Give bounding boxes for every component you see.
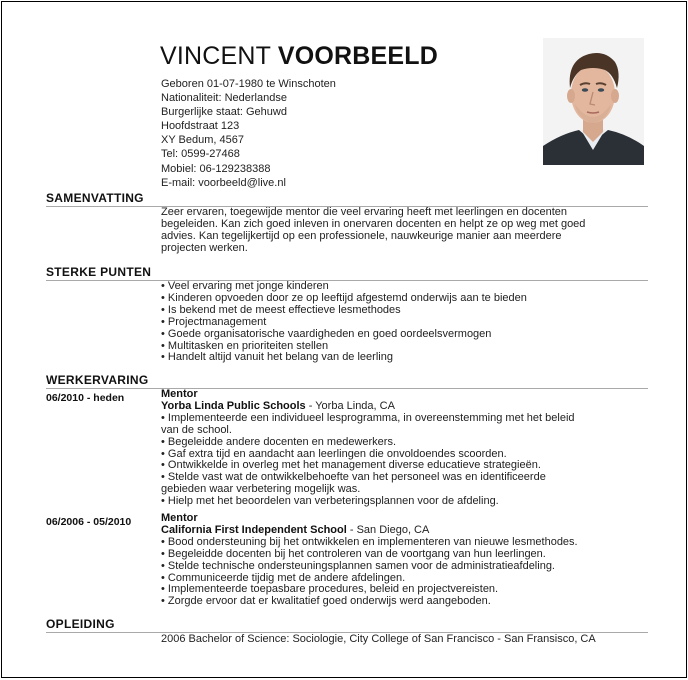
job-duty: • Begeleidde andere docenten en medewerkers.: [161, 435, 397, 448]
job-duty: • Implementeerde een individueel lesprogramma, in overeenstemming met het beleid: [161, 411, 575, 424]
job-duty: • Stelde vast wat de ontwikkelbehoefte van het personeel was en identificeerde: [161, 471, 546, 484]
education-heading: OPLEIDING: [46, 617, 115, 631]
summary-text: [161, 207, 641, 255]
list-item: • Projectmanagement: [161, 315, 267, 328]
education-entry: 2006 Bachelor of Science: Sociologie, City College of San Francisco - San Fransisco, CA: [161, 633, 596, 645]
phone: Tel: 0599-27468: [161, 148, 240, 161]
summary-line: Zeer ervaren, toegewijde mentor die veel ervaring heeft met leerlingen en docenten: [161, 206, 568, 218]
company-name: Yorba Linda Public Schools: [161, 399, 306, 412]
job-dates: 06/2010 - heden: [46, 392, 125, 404]
job-dates: 06/2006 - 05/2010: [46, 516, 132, 528]
job-duty: • Communiceerde tijdig met de andere afdelingen.: [161, 571, 406, 584]
job-duty: • Gaf extra tijd en aandacht aan leerlingen die onvoldoendes scoorden.: [161, 447, 507, 460]
summary-line: advies. Kan tegelijkertijd op een professionele, nauwkeurige manier aan meerdere: [161, 229, 562, 242]
candidate-name: [160, 42, 438, 71]
job-duty: • Bood ondersteuning bij het ontwikkelen en implementeren van nieuwe lesmethodes.: [161, 535, 578, 548]
job-duty: • Implementeerde toepasbare procedures, beleid en projectvereisten.: [161, 583, 499, 596]
contact-details: [161, 77, 336, 190]
list-item: • Is bekend met de meest effectieve lesmethodes: [161, 303, 401, 316]
list-item: • Goede organisatorische vaardigheden en goed oordeelsvermogen: [161, 327, 492, 340]
summary-heading: SAMENVATTING: [46, 191, 144, 205]
company-location: - San Diego, CA: [346, 523, 430, 536]
list-item: • Handelt altijd vanuit het belang van de leerling: [161, 351, 393, 364]
list-item: • Veel ervaring met jonge kinderen: [161, 280, 329, 292]
profile-photo: [543, 38, 644, 165]
last-name: VOORBEELD: [277, 42, 438, 70]
list-item: • Multitasken en prioriteiten stellen: [161, 339, 329, 352]
birth-info: Geboren 01-07-1980 te Winschoten: [161, 78, 336, 90]
first-name: VINCENT: [160, 42, 271, 70]
strengths-heading: STERKE PUNTEN: [46, 265, 152, 279]
strengths-list: [161, 281, 641, 364]
company-name: California First Independent School: [161, 523, 347, 536]
job-duty: • Zorgde ervoor dat er kwalitatief goed onderwijs werd aangeboden.: [161, 595, 491, 608]
summary-line: projecten werken.: [161, 241, 248, 254]
job-duty: • Begeleidde docenten bij het controleren van de voortgang van hun leerlingen.: [161, 547, 546, 560]
job-role: Mentor: [161, 388, 198, 400]
job-duty: gebieden waar verbetering mogelijk was.: [161, 483, 361, 496]
postal-city: XY Bedum, 4567: [161, 134, 244, 147]
job-duty: • Ontwikkelde in overleg met het management diverse educatieve strategieën.: [161, 459, 541, 472]
summary-line: begeleiden. Kan zich goed inleven in onervaren docenten en helpt ze op weg met goed: [161, 217, 586, 230]
email: E-mail: voorbeeld@live.nl: [161, 176, 286, 189]
nationality: Nationaliteit: Nederlandse: [161, 92, 287, 105]
job-entry: [161, 513, 641, 608]
resume-page: [1, 1, 687, 678]
job-duty: • Stelde technische ondersteuningsplannen samen voor de administratieafdeling.: [161, 559, 555, 572]
street-address: Hoofdstraat 123: [161, 120, 240, 133]
mobile: Mobiel: 06-129238388: [161, 162, 271, 175]
job-duty: • Hielp met het beoordelen van verbeteringsplannen voor de afdeling.: [161, 495, 499, 508]
experience-heading: WERKERVARING: [46, 373, 149, 387]
company-location: - Yorba Linda, CA: [305, 399, 395, 412]
list-item: • Kinderen opvoeden door ze op leeftijd afgestemd onderwijs aan te bieden: [161, 291, 527, 304]
job-entry: [161, 389, 641, 508]
job-duty: van de school.: [161, 423, 232, 436]
job-role: Mentor: [161, 512, 198, 524]
marital-status: Burgerlijke staat: Gehuwd: [161, 106, 287, 119]
